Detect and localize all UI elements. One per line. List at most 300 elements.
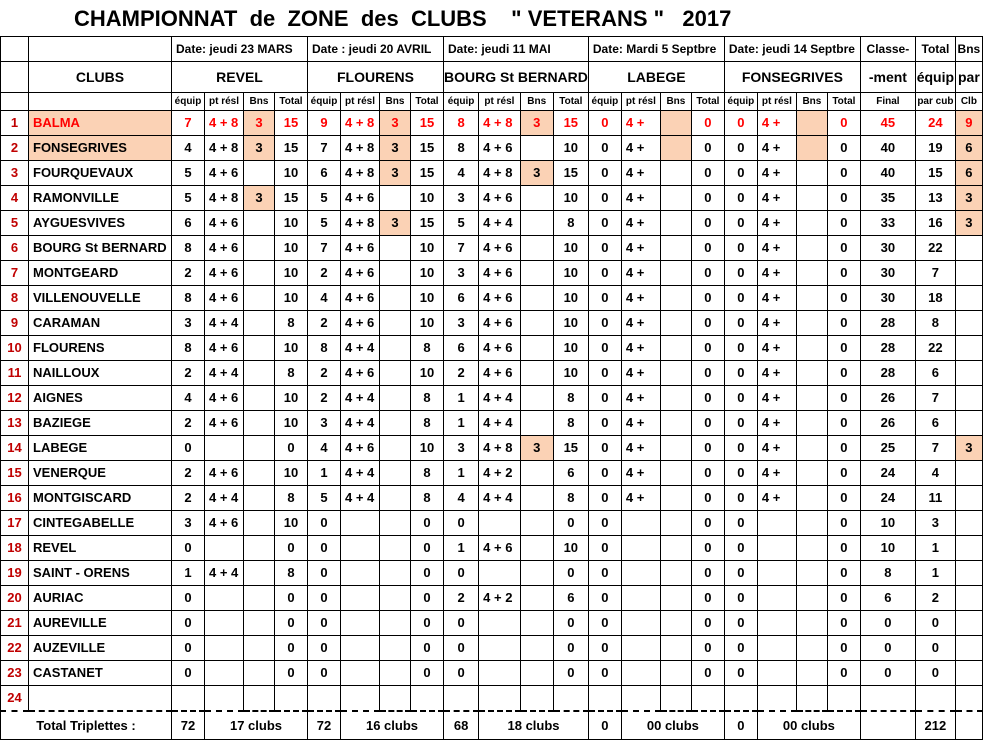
points-cell: 4 + 8	[205, 186, 244, 211]
total-cell: 8	[411, 461, 444, 486]
total-cell	[411, 686, 444, 712]
table-row	[1, 561, 983, 586]
footer-label: Total Triplettes :	[1, 711, 172, 740]
total-cell: 0	[827, 511, 860, 536]
total-cell: 0	[827, 586, 860, 611]
footer-row	[1, 711, 983, 740]
club-name: AYGUESVIVES	[29, 211, 172, 236]
bonus-cell	[660, 111, 691, 136]
equip-cell: 2	[308, 261, 341, 286]
equip-cell: 2	[172, 486, 205, 511]
team-total-cell: 7	[915, 386, 955, 411]
total-cell: 8	[553, 411, 588, 436]
table-row	[1, 111, 983, 136]
points-cell: 4 + 8	[341, 211, 380, 236]
equip-cell	[172, 686, 205, 712]
points-cell: 4 + 8	[341, 136, 380, 161]
equip-cell: 0	[444, 661, 479, 686]
bonus-cell	[796, 461, 827, 486]
total-cell: 10	[275, 211, 308, 236]
total-cell: 0	[691, 111, 724, 136]
bonus-cell	[244, 361, 275, 386]
sub-header: équip	[172, 93, 205, 111]
table-row	[1, 211, 983, 236]
equip-cell: 0	[588, 511, 621, 536]
bonus-cell	[520, 611, 553, 636]
bonus-cell	[796, 436, 827, 461]
total-cell: 8	[411, 336, 444, 361]
points-cell: 4 +	[621, 111, 660, 136]
team-total-cell: 11	[915, 486, 955, 511]
bonus-cell	[796, 311, 827, 336]
bonus-cell	[380, 486, 411, 511]
points-cell	[205, 686, 244, 712]
bonus-cell	[244, 236, 275, 261]
bonus-cell	[520, 461, 553, 486]
club-name: VENERQUE	[29, 461, 172, 486]
equip-cell: 1	[444, 536, 479, 561]
blank-cell	[29, 37, 172, 62]
bonus-cell: 3	[520, 111, 553, 136]
total-cell: 15	[275, 111, 308, 136]
bonus-cell	[660, 536, 691, 561]
table-row	[1, 286, 983, 311]
points-cell: 4 +	[757, 186, 796, 211]
points-cell: 4 + 8	[205, 136, 244, 161]
bonus-cell	[796, 361, 827, 386]
equip-cell: 8	[172, 336, 205, 361]
points-cell	[341, 511, 380, 536]
equip-cell: 4	[308, 286, 341, 311]
table-row	[1, 161, 983, 186]
total-cell: 0	[275, 436, 308, 461]
bonus-cell	[244, 386, 275, 411]
points-cell: 4 + 6	[479, 536, 521, 561]
team-total-cell: 15	[915, 161, 955, 186]
total-cell: 0	[691, 436, 724, 461]
table-row	[1, 386, 983, 411]
points-cell: 4 + 6	[341, 261, 380, 286]
bonus-cell	[380, 236, 411, 261]
total-cell: 0	[411, 511, 444, 536]
total-cell: 0	[553, 636, 588, 661]
equip-cell: 0	[308, 536, 341, 561]
team-total-cell: 19	[915, 136, 955, 161]
total-cell: 15	[275, 136, 308, 161]
points-cell: 4 +	[757, 486, 796, 511]
points-cell: 4 + 4	[479, 486, 521, 511]
total-cell: 0	[411, 636, 444, 661]
equip-cell: 0	[588, 561, 621, 586]
table-row	[1, 336, 983, 361]
total-cell: 10	[411, 286, 444, 311]
total-cell: 10	[411, 186, 444, 211]
total-header: équip	[915, 62, 955, 93]
team-total-cell: 3	[915, 511, 955, 536]
points-cell: 4 + 4	[341, 336, 380, 361]
total-cell: 0	[691, 461, 724, 486]
equip-cell: 0	[724, 436, 757, 461]
club-bonus-cell: 6	[955, 136, 982, 161]
club-bonus-cell: 3	[955, 436, 982, 461]
points-cell: 4 + 2	[479, 586, 521, 611]
table-row	[1, 411, 983, 436]
points-cell: 4 +	[621, 286, 660, 311]
total-cell: 0	[691, 536, 724, 561]
club-name: AIGNES	[29, 386, 172, 411]
bonus-cell: 3	[244, 186, 275, 211]
table-row	[1, 486, 983, 511]
points-cell: 4 + 4	[205, 486, 244, 511]
points-cell	[757, 511, 796, 536]
equip-cell: 3	[444, 311, 479, 336]
venue-header: REVEL	[172, 62, 308, 93]
total-cell: 0	[691, 486, 724, 511]
equip-cell: 0	[724, 261, 757, 286]
equip-cell: 3	[308, 411, 341, 436]
points-cell: 4 +	[621, 336, 660, 361]
bonus-cell	[660, 161, 691, 186]
points-cell: 4 + 6	[479, 136, 521, 161]
blank-cell	[1, 93, 29, 111]
points-cell	[341, 686, 380, 712]
total-cell: 8	[275, 311, 308, 336]
club-name: FOURQUEVAUX	[29, 161, 172, 186]
points-cell: 4 + 6	[205, 336, 244, 361]
equip-cell: 2	[172, 461, 205, 486]
points-cell	[341, 611, 380, 636]
club-bonus-cell	[955, 611, 982, 636]
bonus-cell	[244, 336, 275, 361]
bonus-cell	[796, 386, 827, 411]
equip-cell: 3	[172, 311, 205, 336]
rank-cell: 22	[1, 636, 29, 661]
equip-cell: 5	[308, 486, 341, 511]
footer-total: 212	[915, 711, 955, 740]
table-row	[1, 261, 983, 286]
club-bonus-cell	[955, 261, 982, 286]
club-bonus-cell: 9	[955, 111, 982, 136]
total-cell: 0	[411, 561, 444, 586]
points-cell: 4 +	[757, 436, 796, 461]
bonus-cell	[660, 311, 691, 336]
final-ranking-cell: 26	[860, 386, 915, 411]
points-cell: 4 +	[621, 211, 660, 236]
table-row	[1, 536, 983, 561]
team-total-cell: 1	[915, 561, 955, 586]
equip-cell: 1	[172, 561, 205, 586]
club-name: FONSEGRIVES	[29, 136, 172, 161]
equip-cell: 7	[308, 136, 341, 161]
total-cell: 0	[411, 586, 444, 611]
sub-header: Total	[827, 93, 860, 111]
total-cell: 15	[553, 161, 588, 186]
total-cell: 0	[691, 361, 724, 386]
total-cell: 8	[275, 486, 308, 511]
equip-cell: 0	[444, 636, 479, 661]
equip-cell: 0	[724, 661, 757, 686]
equip-cell: 0	[444, 561, 479, 586]
equip-cell: 0	[588, 411, 621, 436]
equip-cell: 0	[172, 536, 205, 561]
total-cell: 0	[411, 536, 444, 561]
points-cell	[757, 561, 796, 586]
equip-cell: 0	[308, 586, 341, 611]
bonus-cell	[380, 436, 411, 461]
club-name: RAMONVILLE	[29, 186, 172, 211]
bonus-cell	[660, 211, 691, 236]
team-total-cell	[915, 686, 955, 712]
points-cell: 4 + 6	[205, 261, 244, 286]
total-cell	[827, 686, 860, 712]
table-row	[1, 436, 983, 461]
final-ranking-cell: 28	[860, 336, 915, 361]
rank-cell: 4	[1, 186, 29, 211]
equip-cell: 0	[588, 236, 621, 261]
bonus-cell	[380, 311, 411, 336]
bonus-cell	[660, 136, 691, 161]
equip-cell: 0	[724, 486, 757, 511]
club-name: BAZIEGE	[29, 411, 172, 436]
total-cell: 15	[275, 186, 308, 211]
equip-cell: 8	[444, 111, 479, 136]
table-row	[1, 186, 983, 211]
final-ranking-cell: 0	[860, 636, 915, 661]
equip-cell: 0	[444, 511, 479, 536]
final-ranking-cell: 40	[860, 136, 915, 161]
equip-cell: 7	[172, 111, 205, 136]
footer-count: 0	[724, 711, 757, 740]
points-cell	[757, 536, 796, 561]
blank-cell	[1, 37, 29, 62]
venue-header: LABEGE	[588, 62, 724, 93]
bonus-cell	[796, 636, 827, 661]
points-cell: 4 +	[621, 411, 660, 436]
equip-cell: 3	[172, 511, 205, 536]
bonus-cell	[380, 336, 411, 361]
equip-cell: 4	[444, 486, 479, 511]
equip-cell: 3	[444, 436, 479, 461]
equip-cell: 0	[724, 536, 757, 561]
bonus-cell	[660, 286, 691, 311]
team-total-cell: 22	[915, 236, 955, 261]
club-name: REVEL	[29, 536, 172, 561]
bonus-cell	[796, 411, 827, 436]
bonus-cell	[520, 486, 553, 511]
equip-cell: 6	[172, 211, 205, 236]
points-cell	[479, 561, 521, 586]
bonus-cell	[796, 486, 827, 511]
rank-cell: 20	[1, 586, 29, 611]
table-row	[1, 686, 983, 712]
total-cell: 0	[691, 511, 724, 536]
bonus-cell	[520, 236, 553, 261]
points-cell	[205, 636, 244, 661]
bonus-cell	[660, 361, 691, 386]
points-cell	[479, 686, 521, 712]
team-total-cell: 22	[915, 336, 955, 361]
table-row	[1, 136, 983, 161]
total-cell: 10	[275, 386, 308, 411]
equip-cell: 0	[308, 611, 341, 636]
points-cell	[341, 586, 380, 611]
equip-cell: 1	[444, 411, 479, 436]
bonus-cell	[244, 561, 275, 586]
points-cell: 4 + 6	[341, 311, 380, 336]
sub-header: équip	[308, 93, 341, 111]
points-cell	[479, 636, 521, 661]
equip-cell: 0	[588, 311, 621, 336]
team-total-cell: 16	[915, 211, 955, 236]
team-total-cell: 7	[915, 261, 955, 286]
points-cell: 4 +	[757, 461, 796, 486]
final-ranking-cell: 28	[860, 361, 915, 386]
total-cell: 8	[411, 386, 444, 411]
footer-clubs: 00 clubs	[757, 711, 860, 740]
points-cell: 4 +	[757, 161, 796, 186]
total-cell: 0	[827, 336, 860, 361]
total-cell: 15	[411, 136, 444, 161]
venue-header: BOURG St BERNARD	[444, 62, 589, 93]
points-cell	[205, 586, 244, 611]
sub-header: équip	[724, 93, 757, 111]
club-bonus-cell	[955, 486, 982, 511]
rank-cell: 1	[1, 111, 29, 136]
total-cell: 0	[691, 561, 724, 586]
points-cell: 4 + 2	[479, 461, 521, 486]
bonus-cell	[244, 311, 275, 336]
date-header: Date: jeudi 14 Septbre	[724, 37, 860, 62]
club-name: NAILLOUX	[29, 361, 172, 386]
bonus-cell	[380, 461, 411, 486]
equip-cell: 0	[172, 436, 205, 461]
points-cell: 4 +	[621, 261, 660, 286]
total-cell: 10	[553, 236, 588, 261]
equip-cell: 0	[588, 186, 621, 211]
equip-cell: 3	[444, 261, 479, 286]
bonus-cell	[244, 211, 275, 236]
sub-header: Bns	[244, 93, 275, 111]
table-row	[1, 636, 983, 661]
bonus-cell	[660, 686, 691, 712]
standings-table	[0, 36, 983, 740]
equip-cell: 0	[724, 586, 757, 611]
total-cell	[553, 686, 588, 712]
points-cell: 4 + 8	[479, 436, 521, 461]
equip-cell	[444, 686, 479, 712]
sub-header: Total	[691, 93, 724, 111]
bonus-cell	[380, 286, 411, 311]
total-cell: 10	[411, 261, 444, 286]
equip-cell: 0	[588, 261, 621, 286]
equip-cell: 0	[172, 586, 205, 611]
points-cell: 4 +	[621, 461, 660, 486]
equip-cell: 0	[724, 461, 757, 486]
bonus-cell	[796, 661, 827, 686]
rank-cell: 17	[1, 511, 29, 536]
final-ranking-cell: 28	[860, 311, 915, 336]
final-ranking-cell: 30	[860, 236, 915, 261]
points-cell: 4 +	[757, 211, 796, 236]
equip-cell: 0	[724, 211, 757, 236]
equip-cell: 0	[724, 361, 757, 386]
club-name: AUZEVILLE	[29, 636, 172, 661]
bonus-cell	[660, 436, 691, 461]
points-cell: 4 +	[621, 436, 660, 461]
bonus-cell	[660, 461, 691, 486]
equip-cell: 0	[724, 561, 757, 586]
equip-cell: 0	[724, 186, 757, 211]
sub-header: Bns	[520, 93, 553, 111]
club-name: CINTEGABELLE	[29, 511, 172, 536]
total-cell: 0	[827, 461, 860, 486]
total-cell: 0	[827, 161, 860, 186]
final-ranking-cell: 40	[860, 161, 915, 186]
equip-cell: 8	[172, 286, 205, 311]
club-name: BALMA	[29, 111, 172, 136]
equip-cell: 0	[724, 161, 757, 186]
bonus-cell: 3	[380, 111, 411, 136]
total-cell: 10	[275, 261, 308, 286]
bonus-cell	[520, 686, 553, 712]
bonus-cell	[796, 686, 827, 712]
bonus-cell	[796, 261, 827, 286]
bonus-cell	[520, 336, 553, 361]
total-cell: 0	[553, 661, 588, 686]
total-cell: 10	[275, 511, 308, 536]
total-cell: 10	[411, 311, 444, 336]
team-total-cell: 18	[915, 286, 955, 311]
points-cell	[341, 536, 380, 561]
club-bonus-cell	[955, 361, 982, 386]
venue-header: FONSEGRIVES	[724, 62, 860, 93]
bonus-cell	[520, 361, 553, 386]
total-cell: 0	[691, 336, 724, 361]
rank-cell: 21	[1, 611, 29, 636]
total-cell: 10	[553, 186, 588, 211]
points-cell	[479, 511, 521, 536]
footer-count: 0	[588, 711, 621, 740]
blank-cell	[955, 711, 982, 740]
bns-header: Bns	[955, 37, 982, 62]
total-cell: 0	[827, 261, 860, 286]
bonus-cell	[796, 186, 827, 211]
bonus-cell	[520, 561, 553, 586]
total-cell: 0	[691, 311, 724, 336]
total-cell: 10	[553, 261, 588, 286]
total-cell: 10	[275, 411, 308, 436]
total-cell: 0	[553, 561, 588, 586]
points-cell: 4 + 4	[341, 386, 380, 411]
rank-cell: 12	[1, 386, 29, 411]
total-cell: 0	[827, 186, 860, 211]
bonus-cell	[660, 661, 691, 686]
equip-cell: 0	[724, 111, 757, 136]
total-cell: 10	[553, 136, 588, 161]
team-total-cell: 2	[915, 586, 955, 611]
bonus-cell	[244, 486, 275, 511]
final-ranking-cell: 30	[860, 286, 915, 311]
team-total-cell: 8	[915, 311, 955, 336]
bonus-cell	[244, 161, 275, 186]
rank-cell: 15	[1, 461, 29, 486]
bonus-cell	[660, 586, 691, 611]
sub-header: Total	[411, 93, 444, 111]
rank-cell: 5	[1, 211, 29, 236]
table-row	[1, 461, 983, 486]
rank-cell: 19	[1, 561, 29, 586]
rank-cell: 9	[1, 311, 29, 336]
